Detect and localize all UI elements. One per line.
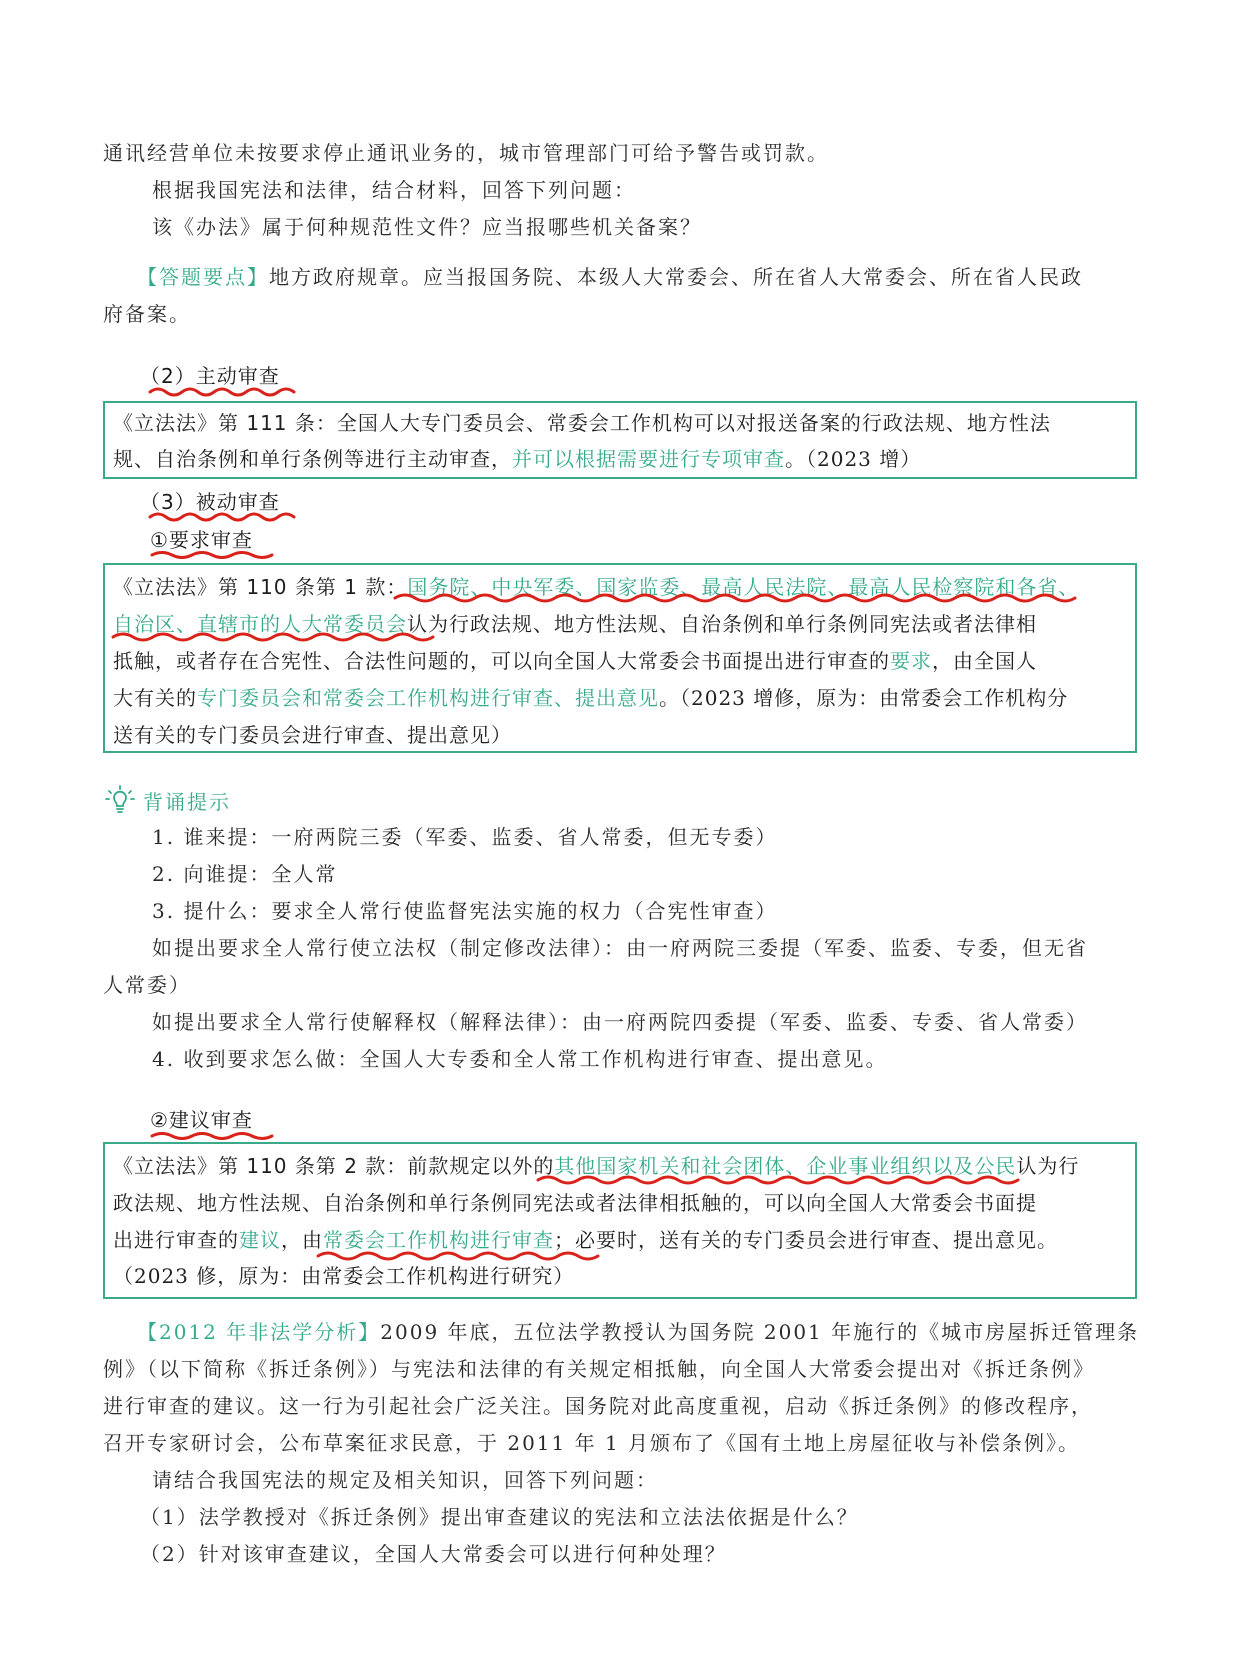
memorize-tip-header	[105, 786, 231, 814]
article-110-2-text-a: 认为行	[1016, 1154, 1080, 1178]
heading-passive-review: （3）被动审查	[140, 490, 280, 514]
tip-item-2: 2. 向谁提：全人常	[152, 862, 338, 886]
lightbulb-icon	[105, 785, 135, 815]
reviewing-body: 常委会工作机构进行审查	[323, 1228, 554, 1252]
tip-para-1: 如提出要求全人常行使立法权（制定修改法律）：由一府两院三委提（军委、监委、专委，但无省	[152, 936, 1088, 960]
heading-request-review: ①要求审查	[150, 528, 253, 552]
suggesting-parties: 其他国家机关和社会团体、企业事业组织以及公民	[554, 1154, 1017, 1178]
article-111-text: 规、自治条例和单行条例等进行主动审查，	[113, 447, 512, 471]
article-110-2-ref: 《立法法》第 110 条第 2 款：前款规定以外的	[113, 1154, 555, 1178]
article-111-line-1: 《立法法》第 111 条：全国人大专门委员会、常委会工作机构可以对报送备案的行政法规、地方性法	[113, 411, 1051, 435]
article-110-1-text-b: 抵触，或者存在合宪性、合法性问题的，可以向全国人大常委会书面提出进行审查的	[113, 649, 890, 673]
heading-suggestion-review: ②建议审查	[150, 1108, 253, 1132]
article-110-1-line-5: 送有关的专门委员会进行审查、提出意见）	[113, 723, 512, 747]
answer-tag: 【答题要点】	[137, 265, 269, 289]
memorize-tip-label: 背诵提示	[143, 789, 231, 814]
case-question-2: （2）针对该审查建议，全国人大常委会可以进行何种处理？	[140, 1542, 727, 1566]
article-110-2-note: （2023 修，原为：由常委会工作机构进行研究）	[113, 1264, 575, 1288]
article-110-2-box	[103, 1142, 1137, 1299]
case-line-2: 例》（以下简称《拆迁条例》）与宪法和法律的有关规定相抵触，向全国人大常委会提出对《拆迁条例》	[103, 1357, 1095, 1381]
requesting-bodies-cont: 自治区、直辖市的人大常委员会	[113, 612, 407, 636]
article-111-highlight: 并可以根据需要进行专项审查	[512, 447, 785, 471]
case-line-3: 进行审查的建议。这一行为引起社会广泛关注。国务院对此高度重视，启动《拆迁条例》的修改程序，	[103, 1394, 1093, 1418]
article-110-1-line-1	[113, 573, 1079, 601]
heading-active-review: （2）主动审查	[140, 364, 280, 388]
tip-item-3: 3. 提什么：要求全人常行使监督宪法实施的权力（合宪性审查）	[152, 899, 778, 923]
article-111-note: 。（2023 增）	[785, 447, 922, 471]
tip-item-4: 4. 收到要求怎么做：全国人大专委和全人常工作机构进行审查、提出意见。	[152, 1047, 888, 1071]
answer-text-1: 地方政府规章。应当报国务院、本级人大常委会、所在省人大常委会、所在省人民政	[269, 265, 1083, 289]
intro-line-1: 通讯经营单位未按要求停止通讯业务的，城市管理部门可给予警告或罚款。	[103, 141, 829, 165]
tip-para-1-cont: 人常委）	[103, 973, 191, 997]
article-111-line-2	[113, 445, 921, 473]
article-110-2-text-d: ；必要时，送有关的专门委员会进行审查、提出意见。	[554, 1228, 1058, 1252]
answer-paragraph	[137, 263, 1083, 291]
keyword-suggestion: 建议	[239, 1228, 281, 1252]
article-110-2-text-b: 出进行审查的	[113, 1228, 239, 1252]
article-110-1-ref: 《立法法》第 110 条第 1 款：	[113, 575, 408, 599]
article-110-1-text-c: ，由全国人	[932, 649, 1037, 673]
article-110-2-line-3	[113, 1226, 1058, 1254]
article-110-1-box	[103, 563, 1137, 753]
article-110-1-note: 。（2023 增修，原为：由常委会工作机构分	[659, 686, 1069, 710]
article-110-2-text-c: ，由	[281, 1228, 323, 1252]
reviewing-bodies: 专门委员会和常委会工作机构进行审查、提出意见	[197, 686, 659, 710]
article-110-2-line-2: 政法规、地方性法规、自治条例和单行条例同宪法或者法律相抵触的，可以向全国人大常委会书面提	[113, 1191, 1037, 1215]
case-line-4: 召开专家研讨会，公布草案征求民意，于 2011 年 1 月颁布了《国有土地上房屋征收与补偿条例》。	[103, 1431, 1081, 1455]
case-instruction: 请结合我国宪法的规定及相关知识，回答下列问题：	[152, 1468, 658, 1492]
tip-item-1: 1. 谁来提：一府两院三委（军委、监委、省人常委，但无专委）	[152, 825, 778, 849]
article-111-box	[103, 401, 1137, 479]
intro-question: 该《办法》属于何种规范性文件？应当报哪些机关备案？	[152, 215, 702, 239]
tip-para-2: 如提出要求全人常行使解释权（解释法律）：由一府两院四委提（军委、监委、专委、省人常委）	[152, 1010, 1088, 1034]
keyword-request: 要求	[890, 649, 932, 673]
article-110-1-text-a: 认为行政法规、地方性法规、自治条例和单行条例同宪法或者法律相	[407, 612, 1037, 636]
case-tag: 【2012 年非法学分析】	[137, 1320, 381, 1344]
article-110-1-text-d: 大有关的	[113, 686, 197, 710]
answer-text-2: 府备案。	[103, 302, 191, 326]
case-question-1: （1）法学教授对《拆迁条例》提出审查建议的宪法和立法法依据是什么？	[140, 1505, 859, 1529]
article-110-1-line-3	[113, 647, 1037, 675]
article-110-2-line-1	[113, 1152, 1079, 1180]
case-line-1: 2009 年底，五位法学教授认为国务院 2001 年施行的《城市房屋拆迁管理条	[380, 1320, 1140, 1344]
article-110-1-line-4	[113, 684, 1068, 712]
case-paragraph	[137, 1318, 1139, 1346]
requesting-bodies: 国务院、中央军委、国家监委、最高人民法院、最高人民检察院和各省、	[407, 575, 1080, 599]
article-110-1-line-2	[113, 610, 1037, 638]
intro-line-2: 根据我国宪法和法律，结合材料，回答下列问题：	[152, 178, 636, 202]
underline-suggestion-review	[152, 1134, 272, 1139]
